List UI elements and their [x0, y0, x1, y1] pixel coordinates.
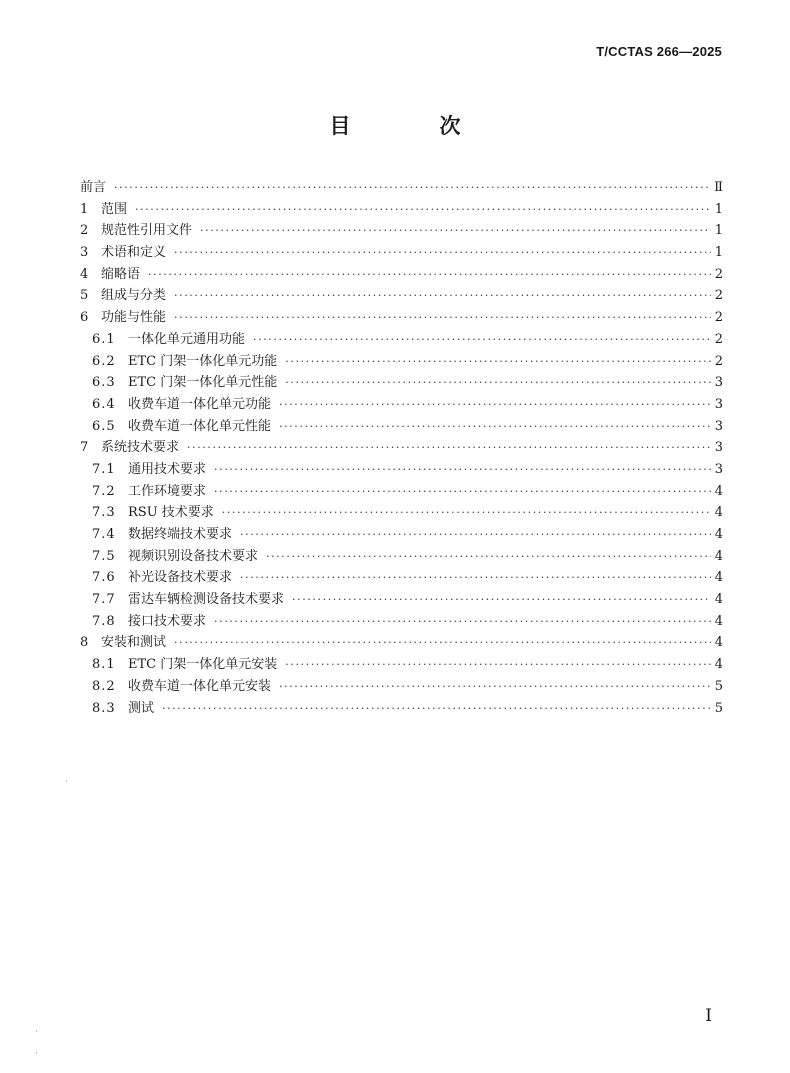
toc-dot-leader [253, 333, 711, 346]
toc-entry-number: 1 [80, 201, 89, 217]
table-of-contents [80, 176, 723, 718]
toc-entry-page: 1 [714, 245, 723, 261]
toc-entry-title: 数据终端技术要求 [128, 527, 233, 542]
toc-entry-page: 4 [714, 483, 723, 499]
toc-entry-title: 视频识别设备技术要求 [128, 548, 259, 564]
toc-entry-page: 5 [714, 678, 723, 694]
scan-speck [36, 1052, 37, 1054]
toc-dot-leader [114, 181, 710, 194]
toc-entry-title: 通用技术要求 [128, 461, 207, 477]
toc-entry[interactable] [80, 675, 723, 697]
toc-title: 目 次 [329, 113, 495, 138]
toc-entry-page: 4 [714, 570, 723, 586]
toc-entry[interactable] [80, 350, 723, 372]
toc-entry-title: 前言 [80, 180, 107, 195]
toc-entry[interactable] [80, 436, 723, 458]
toc-entry-number: 7.8 [92, 613, 116, 629]
toc-entry[interactable] [80, 328, 723, 350]
toc-entry-number: 6.3 [92, 375, 116, 391]
toc-entry-title: 系统技术要求 [101, 440, 180, 456]
toc-entry-page: 2 [714, 353, 723, 369]
toc-entry-number: 8 [80, 635, 89, 651]
toc-entry-number: 7.5 [92, 548, 116, 564]
toc-entry[interactable] [80, 653, 723, 675]
toc-entry-title: 接口技术要求 [128, 613, 207, 629]
toc-entry[interactable] [80, 176, 723, 198]
toc-entry-number: 6 [80, 310, 89, 326]
toc-entry-title: 范围 [101, 201, 128, 217]
toc-entry-title: ETC 门架一体化单元功能 [128, 353, 278, 369]
toc-entry[interactable] [80, 697, 723, 719]
toc-dot-leader [148, 268, 711, 281]
toc-entry-title: 术语和定义 [101, 245, 167, 261]
toc-entry[interactable] [80, 198, 723, 220]
toc-entry-title: 功能与性能 [101, 310, 167, 326]
toc-dot-leader [240, 528, 711, 541]
toc-entry-number: 6.1 [92, 331, 116, 347]
toc-entry-title: 补光设备技术要求 [128, 570, 233, 586]
toc-entry-number: 2 [80, 223, 89, 239]
toc-entry-page: 4 [714, 657, 723, 673]
toc-entry-number: 7.3 [92, 505, 116, 521]
toc-dot-leader [266, 550, 711, 563]
toc-entry[interactable] [80, 545, 723, 567]
toc-entry-page: 3 [714, 396, 723, 412]
toc-entry-number: 7.6 [92, 570, 116, 586]
toc-entry-page: 1 [714, 201, 723, 217]
toc-entry-number: 7.1 [92, 461, 116, 477]
toc-entry[interactable] [80, 458, 723, 480]
toc-entry-number: 7.7 [92, 592, 116, 608]
toc-entry[interactable] [80, 241, 723, 263]
toc-entry[interactable] [80, 306, 723, 328]
toc-entry-page: 5 [714, 700, 723, 716]
toc-dot-leader [285, 658, 710, 671]
toc-entry[interactable] [80, 610, 723, 632]
toc-entry[interactable] [80, 263, 723, 285]
toc-dot-leader [292, 593, 711, 606]
toc-entry-page: 4 [714, 613, 723, 629]
toc-dot-leader [174, 246, 711, 259]
toc-entry-page: 2 [714, 310, 723, 326]
toc-entry-page: 2 [714, 288, 723, 304]
toc-entry-page: 3 [714, 440, 723, 456]
toc-entry-title: 收费车道一体化单元安装 [128, 678, 272, 694]
document-code: T/CCTAS 266—2025 [596, 44, 722, 59]
toc-entry-page: 4 [714, 635, 723, 651]
toc-entry-number: 4 [80, 266, 89, 282]
toc-entry[interactable] [80, 588, 723, 610]
toc-entry[interactable] [80, 393, 723, 415]
toc-entry-page: 3 [714, 375, 723, 391]
toc-entry[interactable] [80, 631, 723, 653]
toc-dot-leader [214, 615, 711, 628]
toc-entry[interactable] [80, 566, 723, 588]
toc-entry-title: 安装和测试 [101, 635, 167, 651]
toc-entry-number: 7.2 [92, 483, 116, 499]
scan-speck [66, 780, 67, 782]
toc-entry-number: 8.1 [92, 657, 116, 673]
toc-dot-leader [174, 289, 711, 302]
toc-entry-number: 5 [80, 288, 89, 304]
toc-entry[interactable] [80, 284, 723, 306]
toc-dot-leader [174, 311, 711, 324]
toc-entry-page: 1 [714, 223, 723, 239]
toc-entry-page: Ⅱ [714, 180, 723, 195]
toc-entry-title: 雷达车辆检测设备技术要求 [128, 592, 285, 608]
toc-entry-number: 8.3 [92, 700, 116, 716]
toc-entry-title: 测试 [128, 700, 155, 716]
toc-entry-page: 4 [714, 527, 723, 542]
toc-entry-title: 组成与分类 [101, 288, 167, 304]
toc-entry-title: 收费车道一体化单元功能 [128, 396, 272, 412]
toc-entry[interactable] [80, 480, 723, 502]
toc-dot-leader [174, 636, 711, 649]
toc-entry[interactable] [80, 501, 723, 523]
toc-entry[interactable] [80, 371, 723, 393]
toc-dot-leader [162, 702, 711, 715]
toc-entry-page: 4 [714, 548, 723, 564]
toc-entry-title: RSU 技术要求 [128, 505, 214, 521]
toc-entry-page: 3 [714, 418, 723, 434]
toc-entry-number: 7.4 [92, 527, 116, 542]
toc-entry[interactable] [80, 523, 723, 545]
toc-entry-title: ETC 门架一体化单元安装 [128, 657, 278, 673]
toc-dot-leader [200, 224, 711, 237]
toc-dot-leader [214, 463, 711, 476]
toc-dot-leader [187, 441, 711, 454]
page-number: I [705, 1006, 712, 1026]
toc-entry-number: 3 [80, 245, 89, 261]
toc-dot-leader [214, 485, 711, 498]
toc-entry-page: 2 [714, 266, 723, 282]
toc-entry-title: 一体化单元通用功能 [128, 331, 246, 347]
toc-entry-title: 工作环境要求 [128, 483, 207, 499]
toc-entry-page: 4 [714, 505, 723, 521]
toc-entry-number: 6.2 [92, 353, 116, 369]
toc-entry-page: 4 [714, 592, 723, 608]
toc-entry-title: ETC 门架一体化单元性能 [128, 375, 278, 391]
toc-entry[interactable] [80, 415, 723, 437]
scan-speck [36, 1030, 37, 1032]
toc-dot-leader [279, 680, 711, 693]
toc-entry-title: 规范性引用文件 [101, 223, 193, 239]
toc-entry-number: 6.5 [92, 418, 116, 434]
toc-entry-title: 收费车道一体化单元性能 [128, 418, 272, 434]
toc-dot-leader [285, 376, 710, 389]
toc-dot-leader [240, 571, 711, 584]
toc-dot-leader [222, 506, 711, 519]
toc-entry-page: 3 [714, 461, 723, 477]
toc-dot-leader [279, 420, 711, 433]
toc-entry-number: 7 [80, 440, 89, 456]
toc-entry-number: 6.4 [92, 396, 116, 412]
toc-entry-title: 缩略语 [101, 266, 141, 282]
toc-dot-leader [135, 203, 711, 216]
toc-entry-number: 8.2 [92, 678, 116, 694]
toc-dot-leader [279, 398, 711, 411]
toc-entry[interactable] [80, 219, 723, 241]
toc-dot-leader [285, 355, 710, 368]
toc-entry-page: 2 [714, 331, 723, 347]
